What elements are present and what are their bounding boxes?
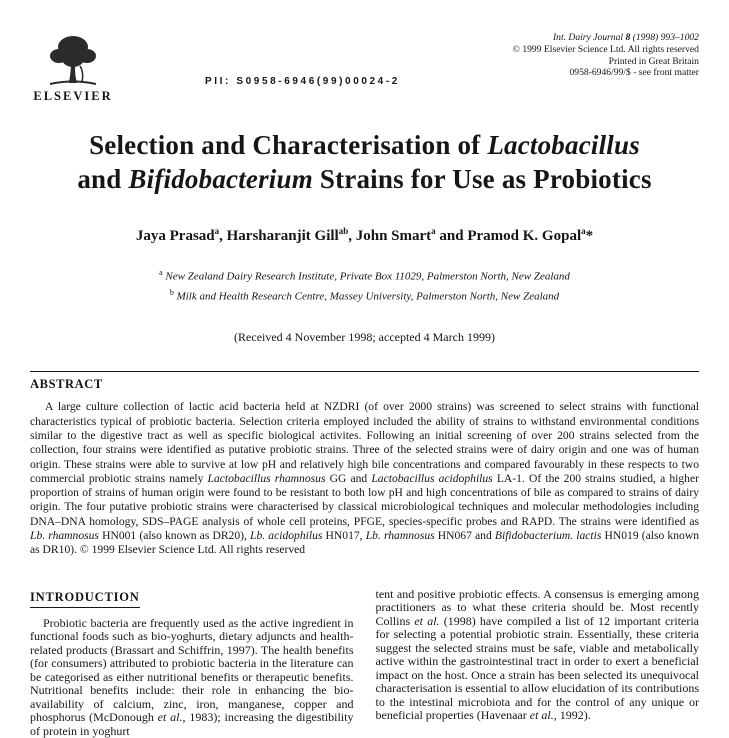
- introduction-right-text: tent and positive probiotic effects. A consensus is emerging among practitioners as to what these criteria should be. Most recently Collins et al. (1998) have compiled a list of 12 important criteria for selecting a potential probiotic strain. Essentially, these criteria suggest the selected strains must be safe, viable and metabolically active within the gastrointestinal tract in order to exert a beneficial impact on the host. Once a strain has been selected its unequivocal characterisation is essential to allow elucidation of its contributions to the intestinal microbiota and for the control of any unique or beneficial properties (Havenaar et al., 1992).: [375, 586, 699, 723]
- left-column: [30, 588, 354, 738]
- abstract-text: A large culture collection of lactic acid bacteria held at NZDRI (of over 2000 strains) was screened to select strains with functional characteristics typical of probiotic bacteria. Selection criteria employed included the ability of strains to withstand environmental conditions similar to the digestive tract as well as specific biological activites. Following an initial screening of over 200 strains selected from the collection, four strains were identified as putative probiotic strains. Three of the selected strains were of dairy origin and one was of human origin. These strains were able to survive at low pH and relatively high bile concentrations and compared favourably in these respects to two commercial probiotic strains namely Lactobacillus rhamnosus GG and Lactobacillus acidophilus LA-1. Of the 200 strains studied, a higher proportion of strains of human origin were found to be resistant to both low pH and high concentrations of bile as compared to strains of dairy origin. The four putative probiotic strains were characterised by classical microbiological techniques and molecular methodologies including DNA–DNA homology, SDS–PAGE analysis of whole cell proteins, PFGE, species-specific probes and RAPD. The strains were identified as Lb. rhamnosus HN001 (also known as DR20), Lb. acidophilus HN017, Lb. rhamnosus HN067 and Bifidobacterium. lactis HN019 (also known as DR10). © 1999 Elsevier Science Ltd. All rights reserved: [30, 400, 699, 557]
- two-column-body: [30, 588, 699, 738]
- copyright-line: © 1999 Elsevier Science Ltd. All rights reserved: [512, 43, 699, 55]
- printed-line: Printed in Great Britain: [608, 55, 699, 67]
- right-column: [376, 588, 700, 738]
- pii-code: PII: S0958-6946(99)00024-2: [205, 76, 400, 87]
- publication-info: [489, 32, 699, 79]
- received-accepted-line: (Received 4 November 1998; accepted 4 March 1999): [234, 330, 495, 345]
- abstract-heading: ABSTRACT: [30, 377, 103, 392]
- author-list: Jaya Prasad$^a$, Harsharanjit Gill$^{ab}$, John Smart$^a$ and Pramod K. Gopal$^a$*: [135, 226, 594, 244]
- elsevier-logo: [30, 32, 116, 104]
- introduction-left-text: Probiotic bacteria are frequently used as the active ingredient in functional foods such as bio-yoghurts, dietary adjuncts and health-related products (Brassart and Schiffrin, 1997). The health benefits (for consumers) attributed to probiotic bacteria in the literature can be categorised as either nutritional benefits or therapeutic benefits. Nutritional benefits include: their role in enhancing the bio-availability of calcium, zinc, iron, manganese, copper and phosphorus (McDonough et al., 1983); increasing the digestibility of protein in yoghurt: [30, 615, 354, 738]
- article-title-line1: Selection and Characterisation of Lactobacillus: [89, 130, 640, 160]
- abstract-divider: [30, 371, 699, 372]
- affiliation-a: $^a$ New Zealand Dairy Research Institute, Private Box 11029, Palmerston North, New Zealand: [159, 268, 570, 283]
- issn-line: 0958-6946/99/$ - see front matter: [569, 67, 699, 79]
- elsevier-logo-text: ELSEVIER: [33, 89, 113, 103]
- elsevier-tree-icon: [44, 32, 102, 88]
- article-title: [30, 128, 699, 196]
- article-title-line2: and Bifidobacterium Strains for Use as Probiotics: [77, 164, 652, 194]
- masthead: [30, 32, 699, 104]
- affiliations: [30, 265, 699, 304]
- introduction-heading: INTRODUCTION: [30, 590, 140, 608]
- affiliation-b: $^b$ Milk and Health Research Centre, Massey University, Palmerston North, New Zealand: [169, 287, 560, 303]
- journal-reference: Int. Dairy Journal 8 (1998) 993–1002: [552, 32, 699, 43]
